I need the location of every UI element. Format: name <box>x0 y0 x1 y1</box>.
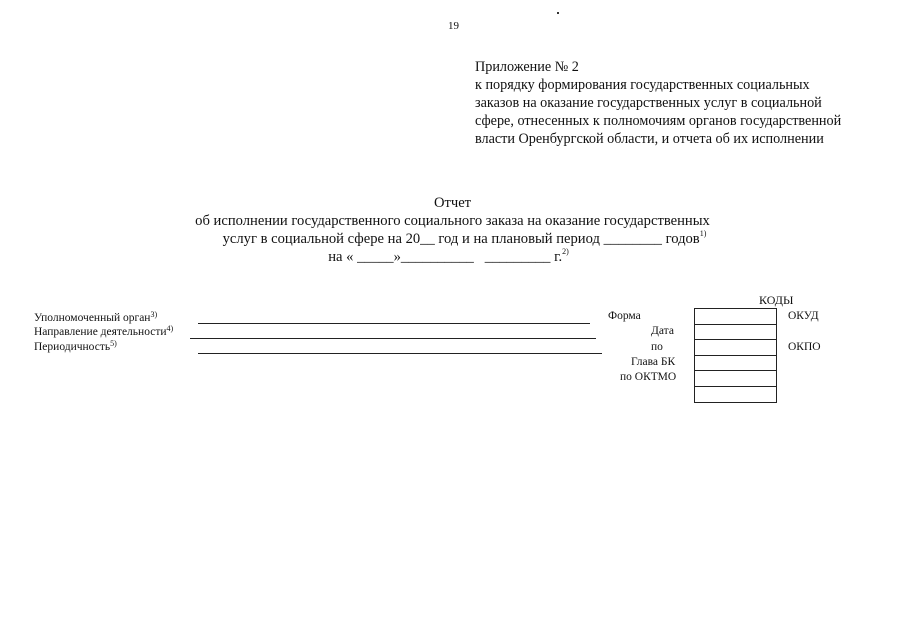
footnote-ref: 2) <box>562 247 569 256</box>
scan-speck <box>557 12 559 14</box>
codes-header: КОДЫ <box>759 293 794 307</box>
code-cell-oktmo[interactable] <box>695 371 776 387</box>
footnote-ref: 1) <box>699 229 707 238</box>
code-label-date: Дата <box>651 325 674 337</box>
field-authority-line[interactable] <box>198 323 590 324</box>
appendix-title: Приложение № 2 <box>475 59 579 75</box>
field-authority-label: Уполномоченный орган$^{3)}$ <box>34 310 158 324</box>
code-label-glava-bk: Глава БК <box>631 356 676 368</box>
appendix-line: заказов на оказание государственных услуг в социальной <box>475 95 822 111</box>
appendix-line: к порядку формирования государственных социальных <box>475 77 810 93</box>
appendix-line: сфере, отнесенных к полномочиям органов государственной <box>475 113 842 129</box>
code-label-po: по <box>651 341 663 353</box>
code-right-okud: ОКУД <box>788 310 819 322</box>
code-cell-okpo[interactable] <box>695 340 776 356</box>
field-periodicity-label: Периодичность$^{5)}$ <box>34 339 117 353</box>
code-cell-extra[interactable] <box>695 387 776 402</box>
code-right-okpo: ОКПО <box>788 341 821 353</box>
field-periodicity-line[interactable] <box>198 353 602 354</box>
codes-table <box>694 308 777 403</box>
field-direction-line[interactable] <box>190 338 596 339</box>
report-subtitle-line-1: об исполнении государственного социального заказа на оказание государственных <box>195 213 710 229</box>
code-label-form: Форма <box>608 310 641 322</box>
report-subtitle-line-2: услуг в социальной сфере на 20__ год и на плановый период ________ годов$^{1)}$ <box>222 229 707 247</box>
page-number: 19 <box>448 20 459 32</box>
code-label-oktmo: по ОКТМО <box>620 371 677 383</box>
appendix-line: власти Оренбургской области, и отчета об их исполнении <box>475 131 824 147</box>
appendix-block <box>475 58 841 148</box>
code-cell-glava-bk[interactable] <box>695 356 776 372</box>
report-heading: Отчет <box>433 195 472 211</box>
field-direction-label: Направление деятельности$^{4)}$ <box>34 324 174 338</box>
code-cell-date[interactable] <box>695 325 776 341</box>
report-date-line: на « _____»__________ _________ г.$^{2)}$ <box>328 247 569 265</box>
code-cell-okud[interactable] <box>695 309 776 325</box>
